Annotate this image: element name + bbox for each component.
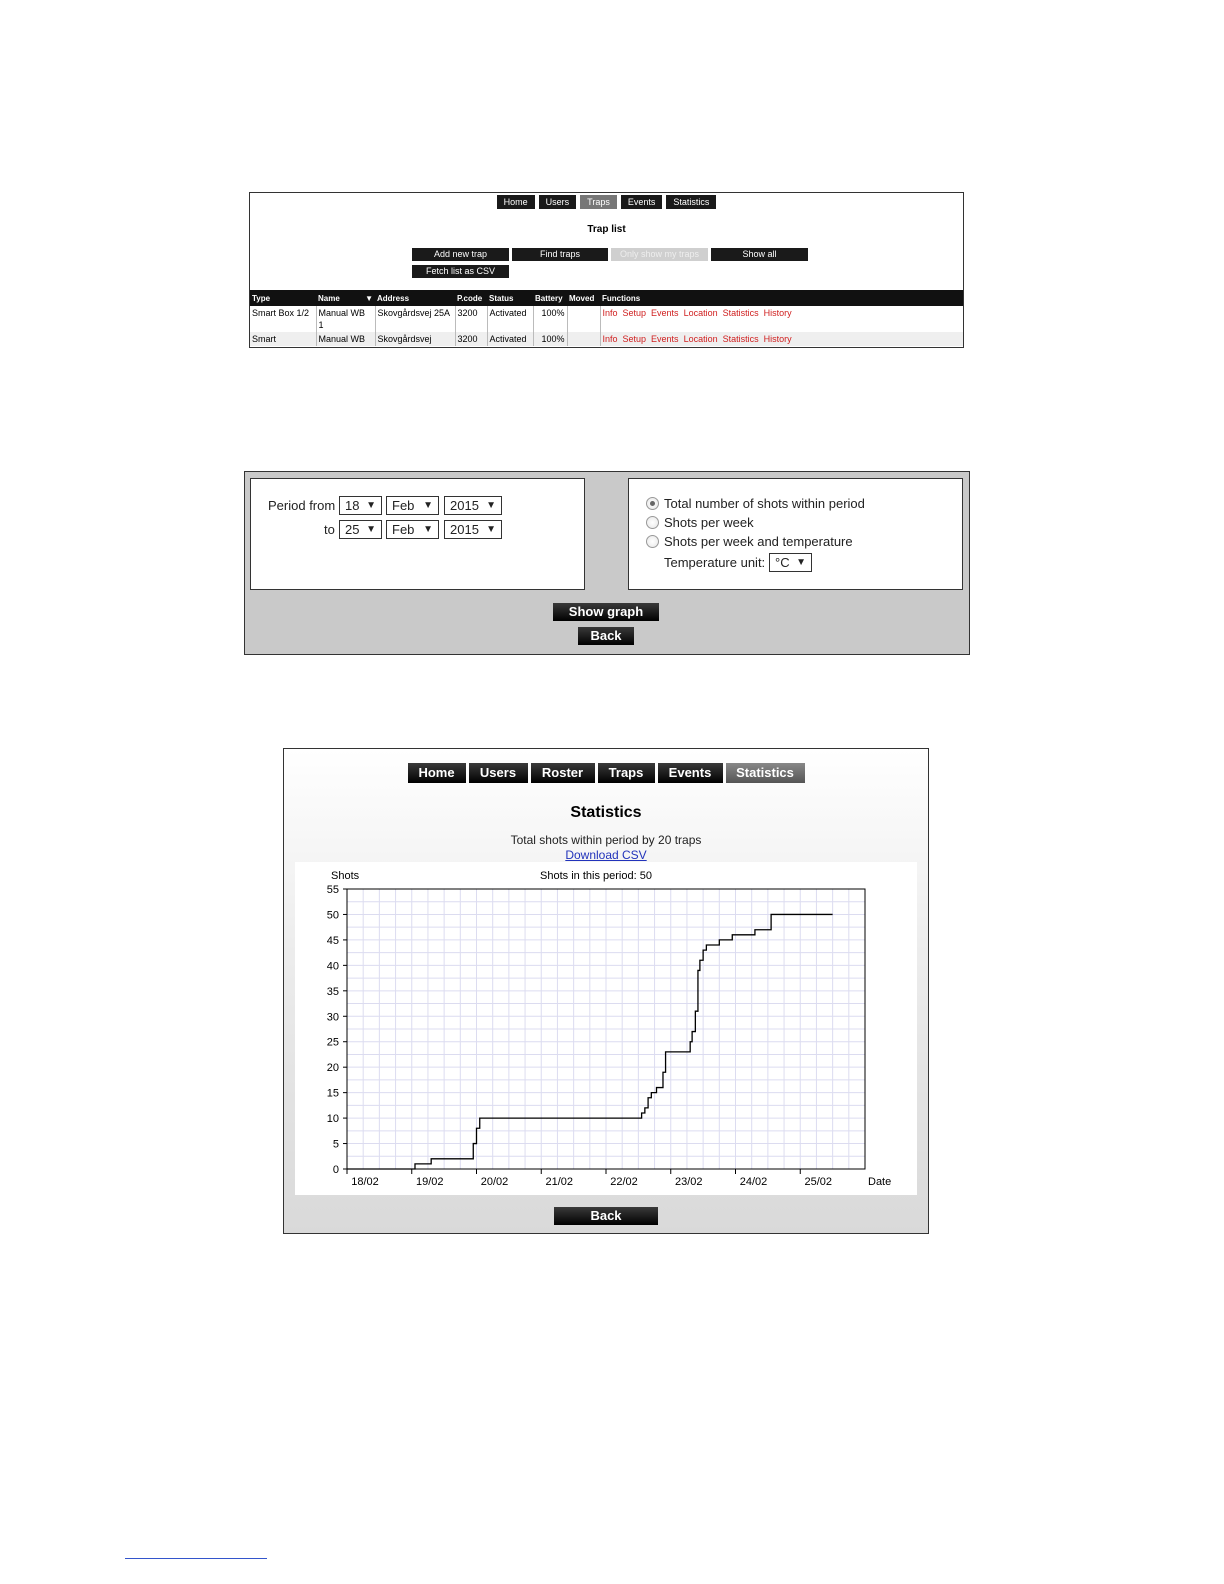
to-day-value: 25 (345, 522, 360, 537)
cell-status: Activated (487, 332, 533, 346)
chevron-down-icon: ▼ (423, 524, 433, 535)
chart-area (295, 862, 917, 1195)
y-tick-label: 20 (326, 1062, 339, 1075)
to-month-select[interactable] (386, 520, 439, 539)
chevron-down-icon: ▼ (366, 524, 376, 535)
from-month-select[interactable] (386, 496, 439, 515)
trap-list-screenshot (249, 192, 964, 348)
cell-moved (567, 306, 600, 332)
tab-statistics[interactable]: Statistics (726, 763, 805, 783)
cell-functions (600, 332, 963, 346)
y-tick-label: 55 (326, 884, 339, 896)
period-form-screenshot (244, 471, 970, 655)
chevron-down-icon: ▼ (486, 500, 496, 511)
col-pcode[interactable]: P.code (455, 290, 487, 306)
to-month-value: Feb (392, 522, 415, 537)
top-nav (284, 763, 928, 783)
statistics-screenshot (283, 748, 929, 1234)
add-new-trap-button[interactable]: Add new trap (412, 248, 509, 261)
x-tick-label: 22/02 (610, 1176, 638, 1188)
show-all-button[interactable]: Show all (711, 248, 808, 261)
tab-events[interactable]: Events (621, 195, 663, 209)
events-link[interactable]: Events (651, 308, 679, 318)
y-tick-label: 15 (326, 1087, 339, 1100)
y-tick-label: 50 (326, 909, 339, 922)
only-show-my-traps-button[interactable]: Only show my traps (611, 248, 708, 261)
radio-total-shots[interactable] (646, 497, 659, 510)
table-row (250, 332, 963, 346)
page-title: Trap list (587, 224, 626, 235)
x-axis-label: Date (868, 1176, 892, 1188)
tab-roster[interactable]: Roster (531, 763, 595, 783)
back-button[interactable]: Back (554, 1207, 658, 1225)
table-row (250, 306, 963, 332)
cell-pcode: 3200 (455, 332, 487, 346)
y-tick-label: 40 (326, 960, 339, 973)
tab-events[interactable]: Events (658, 763, 723, 783)
setup-link[interactable]: Setup (622, 334, 647, 344)
chevron-down-icon: ▼ (486, 524, 496, 535)
chevron-down-icon: ▼ (796, 557, 806, 568)
tab-home[interactable]: Home (497, 195, 535, 209)
top-nav (250, 195, 963, 209)
tab-traps[interactable]: Traps (598, 763, 655, 783)
cell-type: Smart (250, 332, 316, 346)
shots-chart (295, 862, 917, 1195)
cell-name: Manual WB (316, 332, 375, 346)
table-header (250, 290, 963, 306)
from-year-select[interactable] (444, 496, 502, 515)
from-day-value: 18 (345, 498, 360, 513)
download-csv-row (284, 848, 928, 862)
chevron-down-icon: ▼ (423, 500, 433, 511)
cell-address: Skovgårdsvej 25A (375, 306, 455, 332)
to-year-select[interactable] (444, 520, 502, 539)
col-status[interactable]: Status (487, 290, 533, 306)
page-title: Statistics (570, 804, 642, 821)
period-panel (250, 478, 585, 590)
y-tick-label: 10 (326, 1113, 339, 1126)
footnote-divider (125, 1558, 267, 1559)
tab-statistics[interactable]: Statistics (666, 195, 716, 209)
back-button[interactable]: Back (578, 627, 634, 645)
to-label: to (324, 522, 335, 537)
temperature-unit-select[interactable] (769, 553, 812, 572)
x-tick-label: 18/02 (351, 1176, 379, 1188)
events-link[interactable]: Events (651, 334, 679, 344)
tab-traps[interactable]: Traps (580, 195, 617, 209)
cell-pcode: 3200 (455, 306, 487, 332)
from-month-value: Feb (392, 498, 415, 513)
chart-title: Shots in this period: 50 (540, 870, 652, 882)
statistics-subtitle: Total shots within period by 20 traps (510, 833, 702, 847)
from-day-select[interactable] (339, 496, 382, 515)
x-tick-label: 19/02 (415, 1176, 444, 1188)
cell-battery: 100% (533, 306, 567, 332)
download-csv-link[interactable]: Download CSV (565, 848, 647, 862)
radio-shots-per-week-temp-label: Shots per week and temperature (664, 534, 853, 549)
history-link[interactable]: History (763, 308, 792, 318)
cell-type: Smart Box 1/2 (250, 306, 316, 332)
statistics-link[interactable]: Statistics (722, 308, 759, 318)
trap-table (250, 290, 963, 346)
show-graph-button[interactable]: Show graph (553, 603, 659, 621)
fetch-csv-button[interactable]: Fetch list as CSV (412, 265, 509, 278)
info-link[interactable]: Info (602, 308, 618, 318)
cell-address: Skovgårdsvej (375, 332, 455, 346)
col-name-label: Name (318, 293, 340, 303)
period-from-label: Period from (268, 498, 336, 513)
col-functions: Functions (600, 290, 963, 306)
y-tick-label: 35 (326, 985, 339, 998)
x-tick-label: 23/02 (674, 1176, 703, 1188)
history-link[interactable]: History (763, 334, 792, 344)
to-day-select[interactable] (339, 520, 382, 539)
y-tick-label: 45 (326, 934, 339, 947)
from-year-value: 2015 (450, 498, 479, 513)
find-traps-button[interactable]: Find traps (512, 248, 608, 261)
cell-status: Activated (487, 306, 533, 332)
temperature-unit-value: °C (775, 555, 790, 570)
radio-total-shots-label: Total number of shots within period (664, 496, 865, 511)
radio-shots-per-week[interactable] (646, 516, 659, 529)
statistics-link[interactable]: Statistics (722, 334, 759, 344)
temperature-unit-label: Temperature unit: (664, 555, 766, 570)
y-tick-label: 5 (332, 1138, 339, 1151)
y-tick-label: 0 (332, 1164, 339, 1176)
location-link[interactable]: Location (683, 308, 718, 318)
setup-link[interactable]: Setup (622, 308, 647, 318)
tab-users[interactable]: Users (469, 763, 528, 783)
graph-options-panel (628, 478, 963, 590)
sort-down-icon: ▼ (365, 293, 373, 303)
x-tick-label: 20/02 (480, 1176, 509, 1188)
col-moved[interactable]: Moved (567, 290, 600, 306)
y-tick-label: 25 (326, 1036, 339, 1049)
cell-name: Manual WB 1 (316, 306, 375, 332)
col-address[interactable]: Address (375, 290, 455, 306)
radio-shots-per-week-temp[interactable] (646, 535, 659, 548)
y-axis-label: Shots (331, 870, 360, 882)
y-tick-label: 30 (326, 1011, 339, 1024)
chevron-down-icon: ▼ (366, 500, 376, 511)
cell-functions (600, 306, 963, 332)
tab-users[interactable]: Users (539, 195, 577, 209)
col-battery[interactable]: Battery (533, 290, 567, 306)
tab-home[interactable]: Home (408, 763, 466, 783)
col-type[interactable]: Type (250, 290, 316, 306)
location-link[interactable]: Location (683, 334, 718, 344)
x-tick-label: 21/02 (545, 1176, 574, 1188)
to-year-value: 2015 (450, 522, 479, 537)
radio-shots-per-week-label: Shots per week (664, 515, 754, 530)
info-link[interactable]: Info (602, 334, 618, 344)
col-name[interactable] (316, 290, 375, 306)
cell-moved (567, 332, 600, 346)
cell-battery: 100% (533, 332, 567, 346)
x-tick-label: 25/02 (804, 1176, 833, 1188)
x-tick-label: 24/02 (739, 1176, 768, 1188)
